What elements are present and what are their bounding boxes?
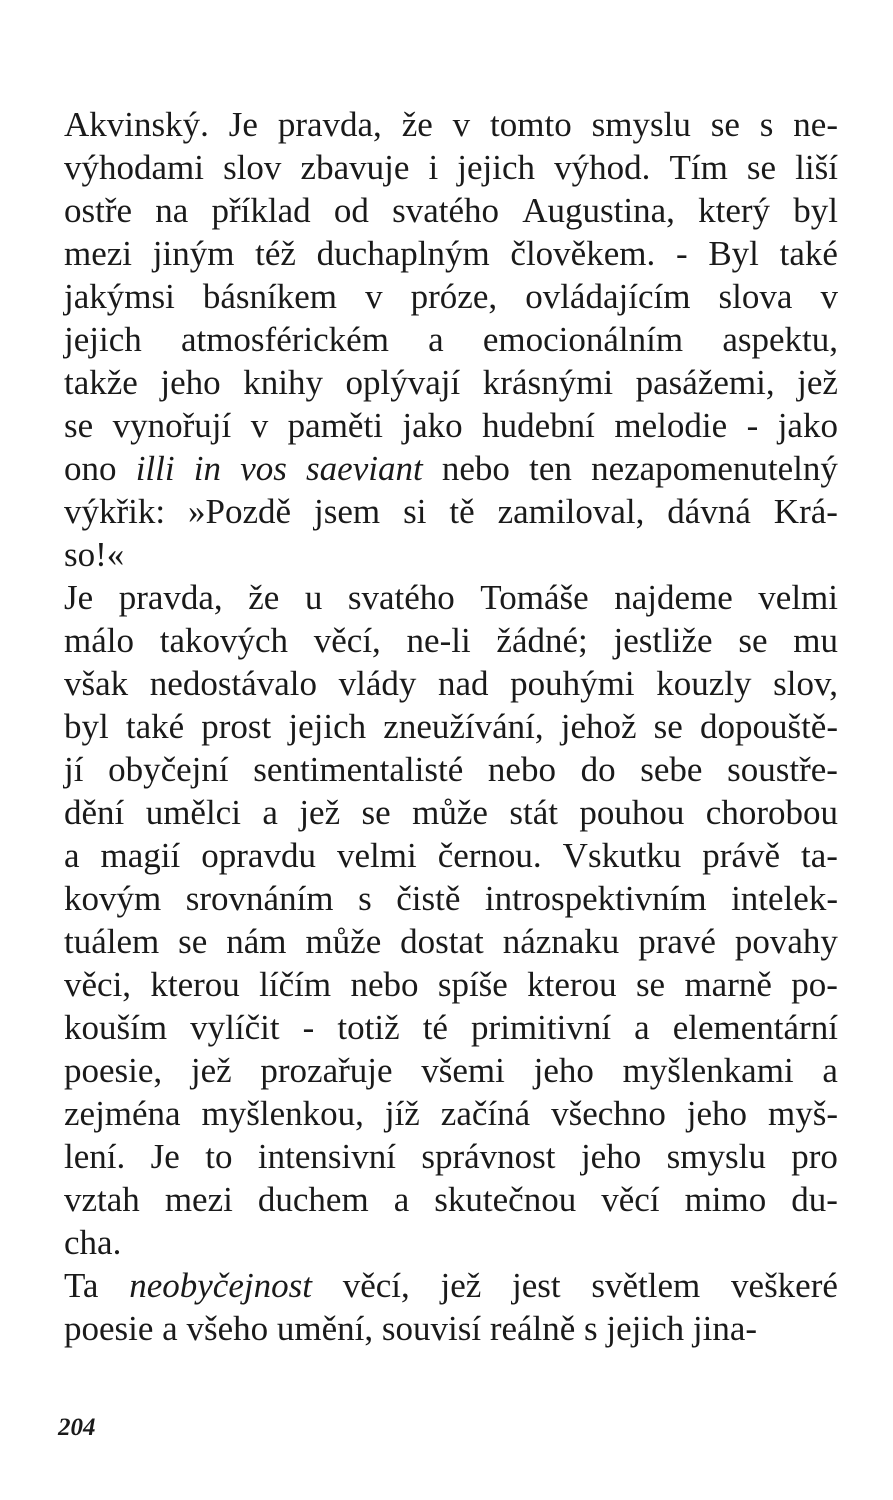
word: černou.: [437, 836, 542, 875]
word: poesie,: [64, 1051, 163, 1090]
word: opravdu: [201, 836, 316, 875]
word: věcí,: [313, 621, 381, 660]
word: nedostávalo: [149, 664, 317, 703]
word: nezapomenutelný: [591, 449, 838, 488]
word: Je: [150, 1137, 180, 1176]
word: byl: [64, 707, 109, 746]
word: myšlenkami: [622, 1051, 794, 1090]
word: zejména: [64, 1094, 181, 1133]
word: veškeré: [731, 1266, 838, 1305]
word: spíše: [437, 965, 508, 1004]
word: všemi: [421, 1051, 505, 1090]
word: smyslu: [666, 1137, 766, 1176]
text-line: [64, 1307, 838, 1350]
text-line: [64, 576, 838, 619]
word: všeho: [186, 1309, 269, 1348]
word: se: [178, 922, 208, 961]
text-line: [64, 1264, 838, 1307]
word: reálně: [489, 1309, 576, 1348]
word: tuálem: [64, 922, 160, 961]
word: v: [820, 277, 838, 316]
word: myš-: [768, 1094, 838, 1133]
text-line: [64, 662, 838, 705]
word: nebo: [350, 965, 419, 1004]
word: jejich: [457, 148, 536, 187]
word: ostře: [64, 191, 133, 230]
word: umělci: [145, 793, 241, 832]
word: -: [675, 234, 688, 273]
word: se: [64, 406, 94, 445]
word: málo: [64, 621, 134, 660]
word: prost: [201, 707, 272, 746]
word: velmi: [336, 836, 417, 875]
word: illi: [135, 449, 175, 488]
word: se: [746, 148, 777, 187]
word: jejich: [606, 1309, 685, 1348]
word: svatého: [392, 191, 500, 230]
word: jestliže: [613, 621, 713, 660]
word: vlády: [338, 664, 417, 703]
word: smyslu: [591, 105, 691, 144]
word: povahy: [734, 922, 838, 961]
text-line: [64, 1221, 838, 1264]
word: a: [262, 793, 278, 832]
word: slova: [718, 277, 793, 316]
paragraph: [64, 1264, 838, 1350]
word: vynořují: [112, 406, 232, 445]
word: dávná: [667, 492, 751, 531]
word: se: [710, 105, 740, 144]
word: však: [64, 664, 129, 703]
word: a: [393, 1180, 410, 1219]
word: jejich: [288, 707, 367, 746]
word: vylíčit: [190, 1008, 280, 1047]
text-line: [64, 619, 838, 662]
word: sebe: [640, 750, 703, 789]
word: také: [125, 707, 185, 746]
word: si: [403, 492, 427, 531]
word: pro: [791, 1137, 838, 1176]
word: elementární: [672, 1008, 838, 1047]
word: emocionálním: [482, 320, 684, 359]
word: a: [64, 836, 80, 875]
word: výhod.: [554, 148, 651, 187]
word: Ta: [64, 1266, 99, 1305]
word: takže: [64, 363, 138, 402]
text-line: [64, 103, 838, 146]
word: duchem: [257, 1180, 369, 1219]
word: který: [698, 191, 771, 230]
word: intensivní: [257, 1137, 396, 1176]
word: jeho: [580, 1137, 642, 1176]
word: všechno: [551, 1094, 666, 1133]
word: poesie: [64, 1309, 154, 1348]
word: žádné;: [496, 621, 588, 660]
word: dopouště-: [699, 707, 838, 746]
word: Je: [228, 105, 258, 144]
word: »Pozdě: [188, 492, 292, 531]
word: stát: [509, 793, 558, 832]
word: kterou: [150, 965, 240, 1004]
word: nebo: [441, 449, 510, 488]
text-line: [64, 877, 838, 920]
word: velmi: [758, 578, 838, 617]
word: s: [358, 879, 372, 918]
word: obyčejní: [108, 750, 229, 789]
word: nám: [226, 922, 287, 961]
word: pouhými: [510, 664, 635, 703]
word: próze,: [410, 277, 498, 316]
word: marně: [684, 965, 772, 1004]
word: a: [428, 320, 444, 359]
word: od: [333, 191, 369, 230]
word: paměti: [287, 406, 383, 445]
word: primitivní: [471, 1008, 612, 1047]
paragraph: [64, 576, 838, 1264]
word: pravda,: [277, 105, 382, 144]
word: výkřik:: [64, 492, 166, 531]
word: se: [361, 793, 391, 832]
word: kouším: [64, 1008, 168, 1047]
word: básníkem: [202, 277, 338, 316]
word: Akvinský.: [64, 105, 209, 144]
word: ta-: [801, 836, 838, 875]
word: -: [746, 406, 759, 445]
word: Tomáše: [480, 578, 589, 617]
word: jakýmsi: [64, 277, 175, 316]
word: i: [428, 148, 439, 187]
word: souvisí: [381, 1309, 482, 1348]
word: skutečnou: [434, 1180, 577, 1219]
text-line: [64, 748, 838, 791]
word: jíž: [384, 1094, 420, 1133]
word: jsem: [314, 492, 381, 531]
body-text: [64, 103, 838, 1350]
word: se: [738, 621, 768, 660]
word: pravé: [638, 922, 716, 961]
word: zamiloval,: [497, 492, 645, 531]
word: introspektivním: [484, 879, 707, 918]
word: najdeme: [614, 578, 733, 617]
word: intelek-: [731, 879, 838, 918]
word: náznaku: [502, 922, 620, 961]
word: ne-li: [406, 621, 471, 660]
word: byl: [793, 191, 838, 230]
word: že: [248, 578, 280, 617]
text-line: [64, 318, 838, 361]
word: do: [580, 750, 616, 789]
word: zneužívání,: [383, 707, 544, 746]
word: též: [255, 234, 296, 273]
text-line: [64, 1049, 838, 1092]
word: Krá-: [773, 492, 838, 531]
word: věci,: [64, 965, 132, 1004]
word: saeviant: [306, 449, 423, 488]
word: totiž: [337, 1008, 400, 1047]
word: v: [250, 406, 269, 445]
word: takových: [159, 621, 289, 660]
text-line: [64, 1135, 838, 1178]
word: Byl: [708, 234, 759, 273]
text-line: [64, 404, 838, 447]
word: pravda,: [118, 578, 223, 617]
word: atmosférickém: [180, 320, 389, 359]
word: kterou: [527, 965, 617, 1004]
word: dostat: [400, 922, 484, 961]
word: že: [401, 105, 433, 144]
word: může: [305, 922, 382, 961]
text-line: [64, 1178, 838, 1221]
text-line: [64, 189, 838, 232]
word: oplývají: [345, 363, 461, 402]
word: tomto: [490, 105, 572, 144]
page-number: 204: [58, 1414, 96, 1441]
text-line: [64, 791, 838, 834]
text-line: [64, 1092, 838, 1135]
word: mimo: [684, 1180, 767, 1219]
word: lení.: [64, 1137, 126, 1176]
word: dění: [64, 793, 125, 832]
word: a: [634, 1008, 650, 1047]
word: jí: [64, 750, 84, 789]
word: jež: [440, 1266, 482, 1305]
word: ne-: [793, 105, 838, 144]
word: to: [205, 1137, 233, 1176]
word: ovládajícím: [525, 277, 691, 316]
text-line: [64, 1006, 838, 1049]
word: sentimentalisté: [253, 750, 464, 789]
word: světlem: [591, 1266, 701, 1305]
word: v: [452, 105, 471, 144]
word: člověkem.: [510, 234, 656, 273]
word: Augustina,: [522, 191, 675, 230]
text-line: [64, 447, 838, 490]
word: nebo: [487, 750, 556, 789]
word: krásnými: [482, 363, 614, 402]
word: jež: [299, 793, 341, 832]
word: pouhou: [579, 793, 685, 832]
word: tě: [449, 492, 475, 531]
word: prozařuje: [260, 1051, 393, 1090]
word: magií: [100, 836, 181, 875]
paragraph: [64, 103, 838, 576]
word: začíná: [440, 1094, 531, 1133]
word: myšlenkou,: [201, 1094, 364, 1133]
word: jehož: [560, 707, 637, 746]
word: jako: [402, 406, 463, 445]
word: aspektu,: [722, 320, 838, 359]
word: kovým: [64, 879, 162, 918]
word: du-: [791, 1180, 838, 1219]
word: líčím: [259, 965, 332, 1004]
word: vztah: [64, 1180, 140, 1219]
word: jež: [797, 363, 838, 402]
word: příklad: [211, 191, 311, 230]
word: jiným: [152, 234, 235, 273]
word: také: [779, 234, 838, 273]
word: zbavuje: [300, 148, 410, 187]
word: čistě: [396, 879, 461, 918]
word: a: [162, 1309, 178, 1348]
word: právě: [702, 836, 781, 875]
text-line: [64, 533, 838, 576]
word: jina-: [692, 1309, 758, 1348]
word: po-: [791, 965, 838, 1004]
word: té: [422, 1008, 448, 1047]
text-line: [64, 490, 838, 533]
word: cha.: [64, 1223, 122, 1262]
text-line: [64, 920, 838, 963]
word: jeho: [160, 363, 221, 402]
word: mezi: [164, 1180, 233, 1219]
word: jež: [190, 1051, 232, 1090]
word: soustře-: [727, 750, 838, 789]
text-line: [64, 232, 838, 275]
word: hudební: [482, 406, 595, 445]
text-line: [64, 834, 838, 877]
word: umění,: [276, 1309, 374, 1348]
word: Vskutku: [562, 836, 682, 875]
text-line: [64, 705, 838, 748]
word: knihy: [243, 363, 323, 402]
word: Tím: [669, 148, 728, 187]
word: so!«: [64, 535, 125, 574]
word: se: [635, 965, 666, 1004]
word: mu: [793, 621, 838, 660]
word: s: [584, 1309, 598, 1348]
text-line: [64, 146, 838, 189]
word: duchaplným: [316, 234, 490, 273]
word: a: [822, 1051, 838, 1090]
word: Je: [64, 578, 94, 617]
word: jako: [777, 406, 838, 445]
word: melodie: [614, 406, 728, 445]
word: s: [759, 105, 774, 144]
word: neobyčejnost: [129, 1266, 312, 1305]
word: slov: [223, 148, 282, 187]
word: pasážemi,: [635, 363, 775, 402]
word: svatého: [347, 578, 455, 617]
word: ten: [529, 449, 572, 488]
word: chorobou: [705, 793, 838, 832]
text-line: [64, 361, 838, 404]
word: mezi: [64, 234, 133, 273]
word: jest: [512, 1266, 561, 1305]
word: na: [155, 191, 189, 230]
word: -: [302, 1008, 315, 1047]
word: u: [304, 578, 323, 617]
word: ono: [64, 449, 117, 488]
word: srovnáním: [185, 879, 334, 918]
word: jeho: [686, 1094, 748, 1133]
word: může: [412, 793, 488, 832]
text-line: [64, 963, 838, 1006]
text-line: [64, 275, 838, 318]
word: slov,: [773, 664, 838, 703]
word: v: [365, 277, 383, 316]
word: se: [653, 707, 683, 746]
word: jeho: [533, 1051, 594, 1090]
word: správnost: [421, 1137, 556, 1176]
word: výhodami: [64, 148, 204, 187]
word: kouzly: [656, 664, 752, 703]
word: jejich: [64, 320, 142, 359]
word: vos: [240, 449, 287, 488]
word: věcí,: [342, 1266, 410, 1305]
word: nad: [437, 664, 489, 703]
word: věcí: [601, 1180, 660, 1219]
word: in: [193, 449, 222, 488]
word: liší: [795, 148, 838, 187]
